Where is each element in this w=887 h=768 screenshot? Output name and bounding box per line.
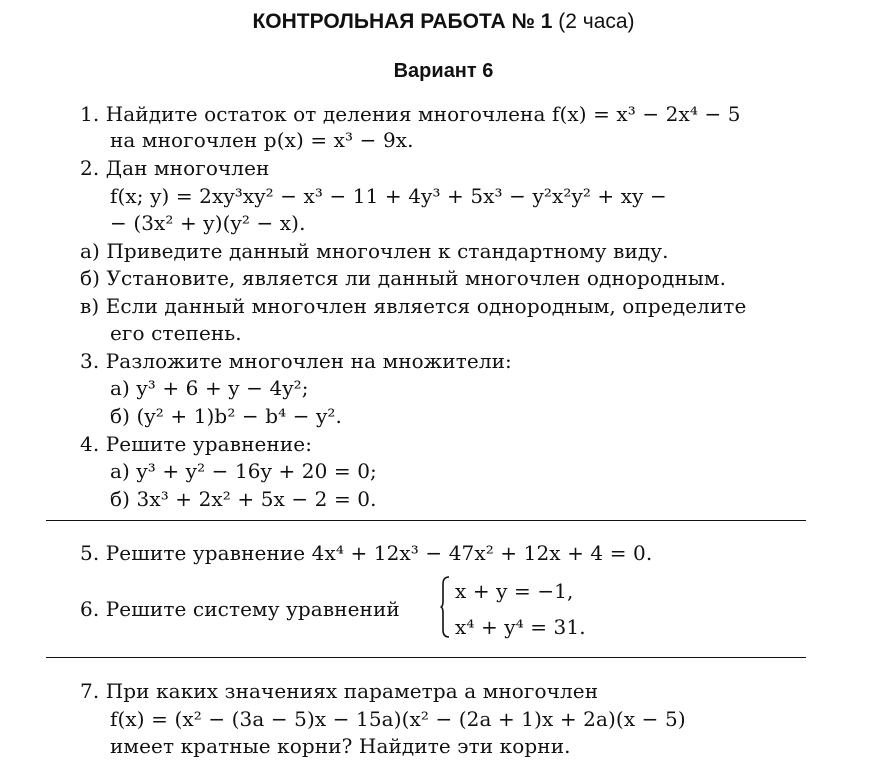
problem-2-line-3: − (3x² + y)(y² − x). xyxy=(110,211,306,235)
variant-heading: Вариант 6 xyxy=(393,60,494,82)
problem-7-line-1: 7. При каких значениях параметра a многочлен xyxy=(80,679,599,703)
page-title xyxy=(0,10,887,34)
problem-3-line-1: 3. Разложите многочлен на множители: xyxy=(80,349,512,373)
system-brace xyxy=(440,576,450,638)
problem-1-line-2: на многочлен p(x) = x³ − 9x. xyxy=(110,128,414,152)
problem-7-line-2: f(x) = (x² − (3a − 5)x − 15a)(x² − (2a + 1)x + 2a)(x − 5) xyxy=(110,707,686,731)
problem-2-part-b: б) Установите, является ли данный многочлен однородным. xyxy=(80,266,727,290)
problem-1-line-1: 1. Найдите остаток от деления многочлена f(x) = x³ − 2x⁴ − 5 xyxy=(80,102,741,126)
problem-2-line-2: f(x; y) = 2xy³xy² − x³ − 11 + 4y³ + 5x³ − y²x²y² + xy − xyxy=(110,184,667,208)
problem-6-equation-1: x + y = −1, xyxy=(455,579,574,603)
problem-4-part-b: б) 3x³ + 2x² + 5x − 2 = 0. xyxy=(110,487,377,511)
section-divider-1 xyxy=(46,520,806,521)
problem-3-part-b: б) (y² + 1)b² − b⁴ − y². xyxy=(110,404,342,428)
title-duration: (2 часа) xyxy=(552,10,635,33)
problem-7-line-3: имеет кратные корни? Найдите эти корни. xyxy=(110,734,571,758)
problem-6-equation-2: x⁴ + y⁴ = 31. xyxy=(455,615,586,639)
problem-4-line-1: 4. Решите уравнение: xyxy=(80,432,313,456)
title-main: КОНТРОЛЬНАЯ РАБОТА № 1 xyxy=(252,10,553,33)
problem-2-part-c-line-1: в) Если данный многочлен является однородным, определите xyxy=(80,294,747,318)
problem-2-line-1: 2. Дан многочлен xyxy=(80,156,270,180)
problem-2-part-a: а) Приведите данный многочлен к стандартному виду. xyxy=(80,239,669,263)
problem-4-part-a: а) y³ + y² − 16y + 20 = 0; xyxy=(110,459,377,483)
problem-5: 5. Решите уравнение 4x⁴ + 12x³ − 47x² + 12x + 4 = 0. xyxy=(80,541,653,565)
problem-3-part-a: а) y³ + 6 + y − 4y²; xyxy=(110,376,309,400)
section-divider-2 xyxy=(46,657,806,658)
problem-2-part-c-line-2: его степень. xyxy=(110,321,242,345)
problem-6-label: 6. Решите систему уравнений xyxy=(80,597,400,621)
